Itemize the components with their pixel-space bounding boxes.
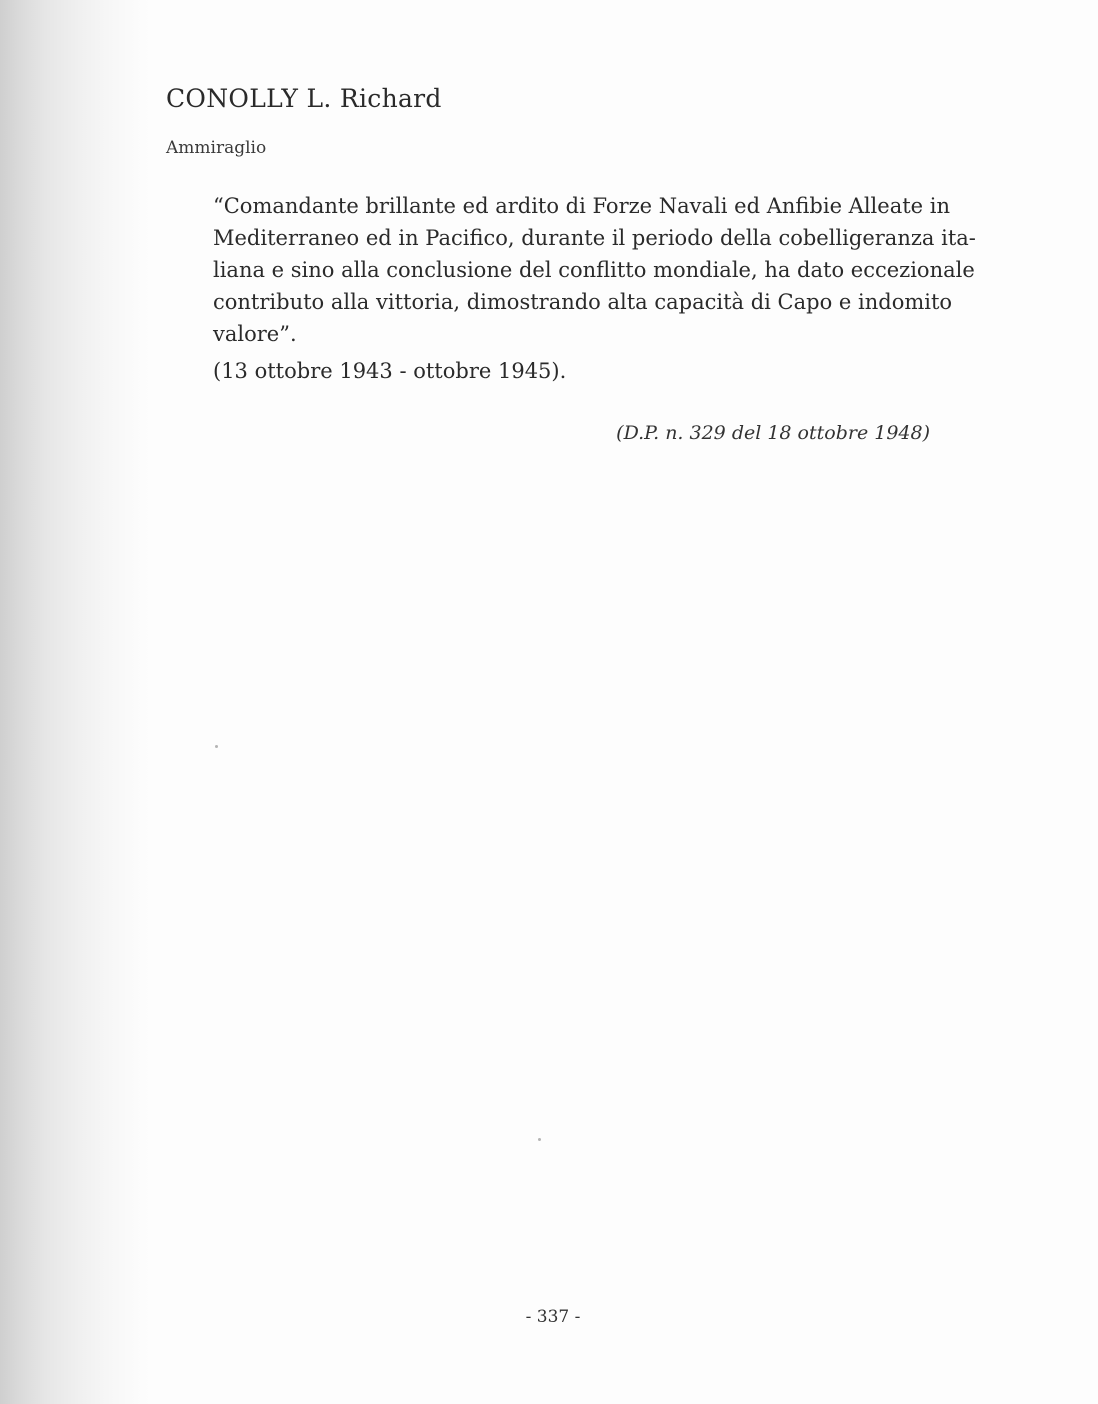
citation-line: Mediterraneo ed in Pacifico, durante il periodo della cobelligeranza ita- <box>213 226 976 250</box>
scan-speck <box>538 1138 541 1141</box>
citation-line: liana e sino alla conclusione del conflitto mondiale, ha dato eccezionale <box>213 258 975 282</box>
decree-reference: (D.P. n. 329 del 18 ottobre 1948) <box>616 422 930 444</box>
citation-line: valore”. <box>213 322 297 346</box>
citation-line: “Comandante brillante ed ardito di Forze Navali ed Anfibie Alleate in <box>213 194 950 218</box>
scan-speck <box>215 745 218 748</box>
entry-rank: Ammiraglio <box>166 138 267 158</box>
page-number: - 337 - <box>525 1307 581 1327</box>
citation-line: contributo alla vittoria, dimostrando alta capacità di Capo e indomito <box>213 290 953 314</box>
citation-text <box>213 190 976 350</box>
entry-name: CONOLLY L. Richard <box>166 84 442 113</box>
binding-shadow <box>0 0 150 1404</box>
service-period: (13 ottobre 1943 - ottobre 1945). <box>213 359 567 383</box>
